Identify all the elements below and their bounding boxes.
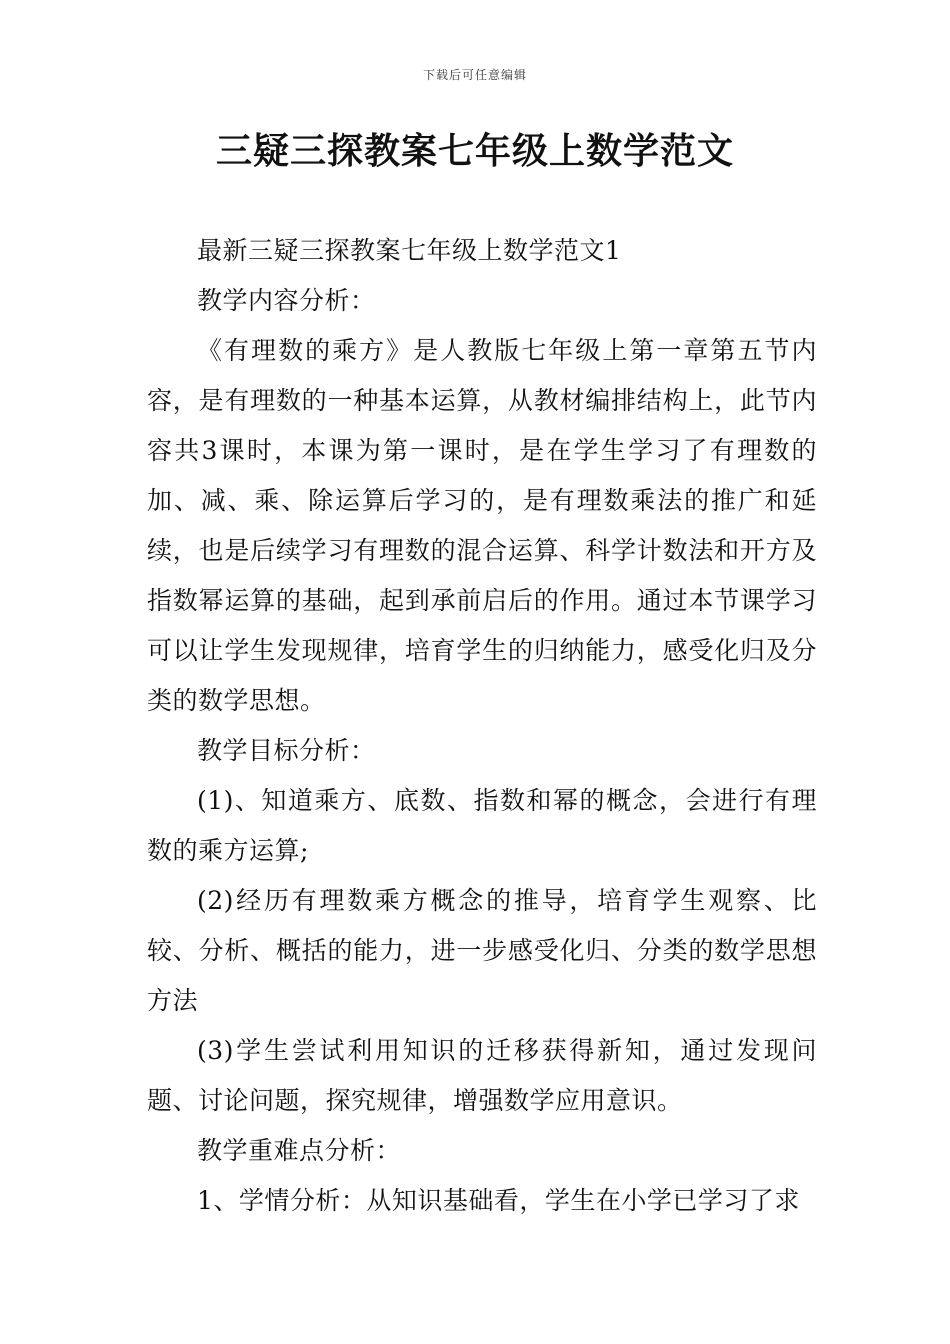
header-note: 下载后可任意编辑 xyxy=(422,68,527,82)
paragraph-goal-2: (2)经历有理数乘方概念的推导，培育学生观察、比较、分析、概括的能力，进一步感受化归、分类的数学思想方法 xyxy=(147,886,817,1015)
paragraph-difficulty-heading: 教学重难点分析： xyxy=(197,1136,402,1165)
paragraph-student-analysis: 1、学情分析：从知识基础看，学生在小学已学习了求 xyxy=(197,1186,800,1215)
paragraph-goal-1: (1)、知道乘方、底数、指数和幂的概念，会进行有理数的乘方运算; xyxy=(147,786,817,865)
document-title: 三疑三探教案七年级上数学范文 xyxy=(215,130,734,172)
paragraph-goal-3: (3)学生尝试利用知识的迁移获得新知，通过发现问题、讨论问题，探究规律，增强数学应用意识。 xyxy=(147,1036,817,1115)
paragraph-goal-heading: 教学目标分析： xyxy=(197,736,376,765)
paragraph-content-heading: 教学内容分析： xyxy=(197,286,376,315)
document-body xyxy=(147,226,817,1226)
paragraph-content-analysis: 《有理数的乘方》是人教版七年级上第一章第五节内容，是有理数的一种基本运算，从教材编排结构上，此节内容共3课时，本课为第一课时，是在学生学习了有理数的加、减、乘、除运算后学习的，是有理数乘法的推广和延续，也是后续学习有理数的混合运算、科学计数法和开方及指数幂运算的基础，起到承前启后的作用。通过本节课学习可以让学生发现规律，培育学生的归纳能力，感受化归及分类的数学思想。 xyxy=(147,336,817,715)
paragraph-subtitle: 最新三疑三探教案七年级上数学范文1 xyxy=(197,236,622,265)
